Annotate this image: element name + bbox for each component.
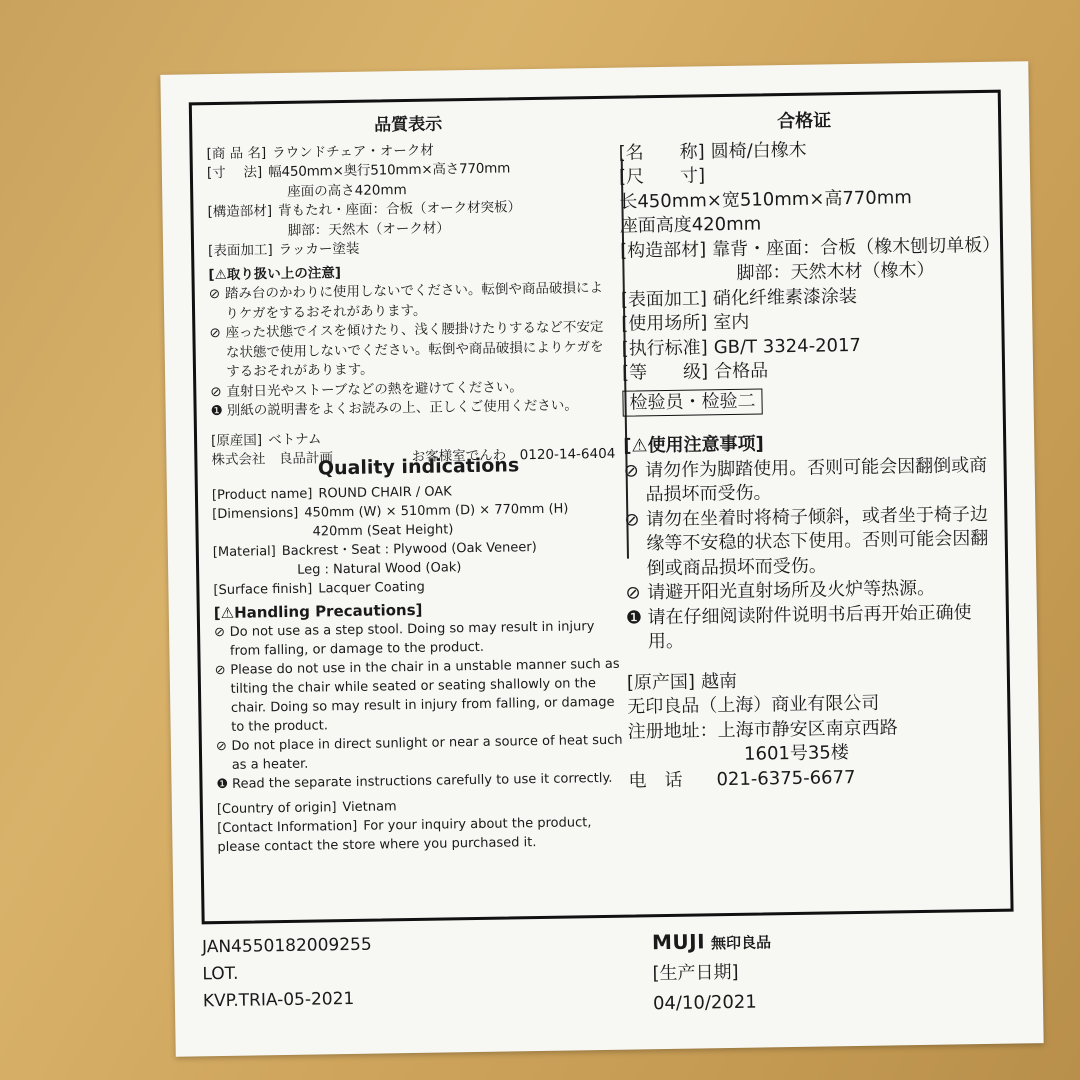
footer-codes bbox=[202, 932, 373, 1016]
cn-title: 合格证 bbox=[776, 110, 832, 133]
warning-icon: ⚠ bbox=[214, 266, 227, 283]
en-precaution-item bbox=[216, 731, 631, 775]
production-date: 04/10/2021 bbox=[652, 991, 757, 1015]
jp-precaution-item bbox=[209, 318, 614, 383]
prohibited-icon: ⊘ bbox=[623, 459, 639, 482]
en-precaution-text: Read the separate instructions carefully to use it correctly. bbox=[231, 770, 613, 792]
jp-struct-label: [構造部材] bbox=[207, 203, 273, 221]
jp-precaution-heading: [⚠取り扱い上の注意] bbox=[208, 264, 342, 283]
cn-struct2: 脚部：天然木材（橡木） bbox=[736, 259, 935, 284]
en-dim1: 450mm (W) × 510mm (D) × 770mm (H) bbox=[304, 501, 569, 521]
jp-struct2: 脚部：天然木（オーク材） bbox=[287, 219, 450, 239]
prohibited-icon: ⊘ bbox=[625, 582, 641, 604]
cn-standard: GB/T 3324-2017 bbox=[713, 334, 862, 358]
jp-surface-label: [表面加工] bbox=[207, 242, 273, 260]
cn-standard-label: [执行标准] bbox=[621, 336, 708, 360]
jp-company: 株式会社 良品計画 bbox=[211, 450, 334, 469]
production-date-label: [生产日期] bbox=[652, 961, 739, 985]
chinese-section bbox=[618, 107, 1001, 794]
cn-name-label: [名 称] bbox=[618, 140, 705, 164]
english-section bbox=[211, 455, 631, 857]
en-surface: Lacquer Coating bbox=[318, 579, 425, 597]
jp-product-label: [商 品 名] bbox=[206, 144, 267, 162]
cn-struct1: 靠背・座面：合板（橡木刨切单板） bbox=[712, 234, 1001, 260]
exclamation-icon: ❶ bbox=[216, 776, 229, 793]
cn-surface: 硝化纤维素漆涂装 bbox=[712, 285, 858, 309]
lot-label: LOT. bbox=[202, 963, 239, 985]
jp-origin-label: [原産国] bbox=[210, 431, 263, 449]
jp-precaution-text: 別紙の説明書をよくお読みの上、正しくご使用ください。 bbox=[226, 397, 578, 419]
en-precaution-text: Please do not use in the chair in a unstable manner such as tilting the chair while seated or seating shallowly on the chair. Doing so may result in injury from falling, or damage to the product. bbox=[230, 656, 620, 735]
kvp-code: KVP.TRIA-05-2021 bbox=[202, 988, 355, 1012]
product-label-sheet bbox=[160, 61, 1043, 1057]
en-dim-label: [Dimensions] bbox=[212, 505, 299, 523]
muji-logo: MUJI bbox=[651, 929, 706, 955]
en-material1: Backrest・Seat : Plywood (Oak Veneer) bbox=[281, 540, 537, 560]
cn-precaution-item bbox=[623, 453, 996, 508]
cn-precaution-item bbox=[624, 502, 997, 581]
exclamation-icon: ❶ bbox=[210, 402, 223, 420]
muji-jp-logo: 無印良品 bbox=[710, 933, 772, 953]
cn-place: 室内 bbox=[713, 311, 750, 334]
cn-address2: 1601号35楼 bbox=[743, 742, 849, 765]
cn-precaution-title: 使用注意事项 bbox=[647, 433, 756, 457]
cn-origin: 越南 bbox=[700, 670, 738, 692]
jp-precaution-text: 直射日光やストーブなどの熱を避けてください。 bbox=[226, 378, 523, 400]
prohibited-icon: ⊘ bbox=[213, 624, 226, 641]
jp-dim2: 座面の高さ420mm bbox=[287, 181, 407, 200]
cn-struct-label: [构造部材] bbox=[619, 238, 707, 262]
cn-phone-label: 电 话 bbox=[628, 769, 683, 792]
japanese-section bbox=[206, 113, 615, 471]
en-origin-label: [Country of origin] bbox=[216, 800, 337, 818]
prohibited-icon: ⊘ bbox=[208, 285, 221, 303]
en-precaution-title: Handling Precautions bbox=[233, 600, 416, 622]
jp-title: 品質表示 bbox=[374, 114, 443, 136]
exclamation-icon: ❶ bbox=[625, 606, 643, 629]
cn-precaution-text: 请在仔细阅读附件说明书后再开始正确使用。 bbox=[647, 601, 972, 653]
jp-surface: ラッカー塗装 bbox=[278, 240, 360, 259]
label-frame bbox=[189, 90, 1014, 925]
cn-precaution-text: 请勿在坐着时将椅子倾斜，或者坐于椅子边缘等不安稳的状态下使用。否则可能会因翻倒或商品损坏而受伤。 bbox=[645, 503, 989, 579]
jp-precaution-text: 踏み台のかわりに使用しないでください。転倒や商品破損によりケガをするおそれがあります。 bbox=[224, 279, 604, 322]
cn-size1: 长450mm×宽510mm×高770mm bbox=[619, 186, 912, 213]
jp-dim-label: [寸 法] bbox=[206, 164, 263, 182]
jp-precaution-item bbox=[209, 279, 614, 324]
jp-contact: お客様室でんわ 0120-14-6404 bbox=[411, 445, 616, 465]
warning-icon: ⚠ bbox=[631, 435, 648, 457]
prohibited-icon: ⊘ bbox=[210, 383, 222, 400]
en-precaution-text: Do not use as a step stool. Doing so may result in injury from falling, or damage to the product. bbox=[229, 619, 595, 659]
en-origin: Vietnam bbox=[342, 799, 397, 816]
cn-precaution-item bbox=[626, 600, 999, 655]
en-precaution-text: Do not place in direct sunlight or near a source of heat such as a heater. bbox=[231, 732, 623, 773]
en-contact-label: [Contact Information] bbox=[217, 818, 358, 837]
prohibited-icon: ⊘ bbox=[215, 738, 227, 755]
prohibited-icon: ⊘ bbox=[214, 662, 226, 679]
inspector-stamp: 检验员・检验二 bbox=[622, 388, 762, 417]
cn-surface-label: [表面加工] bbox=[620, 287, 708, 311]
cn-size2: 座面高度420mm bbox=[619, 213, 762, 237]
cn-place-label: [使用场所] bbox=[621, 312, 708, 335]
prohibited-icon: ⊘ bbox=[209, 324, 221, 342]
en-precaution-item bbox=[215, 655, 630, 737]
en-surface-label: [Surface finish] bbox=[213, 581, 313, 599]
jp-struct1: 背もたれ・座面：合板（オーク材突板） bbox=[277, 199, 522, 220]
cn-name: 圆椅/白橡木 bbox=[710, 139, 807, 162]
cn-precaution-text: 请避开阳光直射场所及火炉等热源。 bbox=[646, 577, 936, 604]
en-product: ROUND CHAIR / OAK bbox=[318, 484, 452, 502]
prohibited-icon: ⊘ bbox=[624, 508, 640, 531]
en-precaution-heading: [⚠Handling Precautions] bbox=[213, 600, 423, 623]
cn-phone: 021-6375-6677 bbox=[716, 766, 856, 790]
en-contact: For your inquiry about the product, please contact the store where you purchased it. bbox=[217, 815, 592, 856]
en-dim2: 420mm (Seat Height) bbox=[312, 522, 454, 540]
cn-grade: 合格品 bbox=[713, 360, 769, 383]
jp-precaution-title: 取り扱い上の注意 bbox=[226, 264, 335, 283]
en-title: Quality indications bbox=[317, 454, 520, 480]
cn-precaution-heading: [⚠使用注意事项] bbox=[623, 433, 764, 457]
cn-address-label: 注册地址： bbox=[627, 719, 718, 743]
en-material-label: [Material] bbox=[212, 544, 276, 561]
cn-address1: 上海市静安区南京西路 bbox=[717, 716, 898, 741]
jp-origin: ベトナム bbox=[268, 430, 322, 448]
cn-origin-label: [原产国] bbox=[626, 671, 696, 694]
jp-dim1: 幅450mm×奥行510mm×高さ770mm bbox=[268, 160, 511, 181]
cn-size-label: [尺 寸] bbox=[618, 165, 706, 188]
jan-code: JAN4550182009255 bbox=[201, 934, 372, 958]
warning-icon: ⚠ bbox=[220, 603, 235, 622]
cn-company: 无印良品（上海）商业有限公司 bbox=[627, 692, 880, 718]
en-material2: Leg : Natural Wood (Oak) bbox=[297, 560, 462, 578]
jp-precaution-text: 座った状態でイスを傾けたり、浅く腰掛けたりするなど不安定な状態で使用しないでください。転倒や商品破損によりケガをするおそれがあります。 bbox=[225, 318, 604, 380]
cn-grade-label: [等 级] bbox=[621, 361, 709, 384]
footer-brand bbox=[652, 925, 772, 1019]
cn-precaution-text: 请勿作为脚踏使用。否则可能会因翻倒或商品损坏而受伤。 bbox=[645, 454, 988, 506]
jp-product: ラウンドチェア・オーク材 bbox=[272, 142, 434, 161]
en-precaution-item bbox=[214, 617, 629, 661]
en-product-label: [Product name] bbox=[211, 486, 313, 504]
